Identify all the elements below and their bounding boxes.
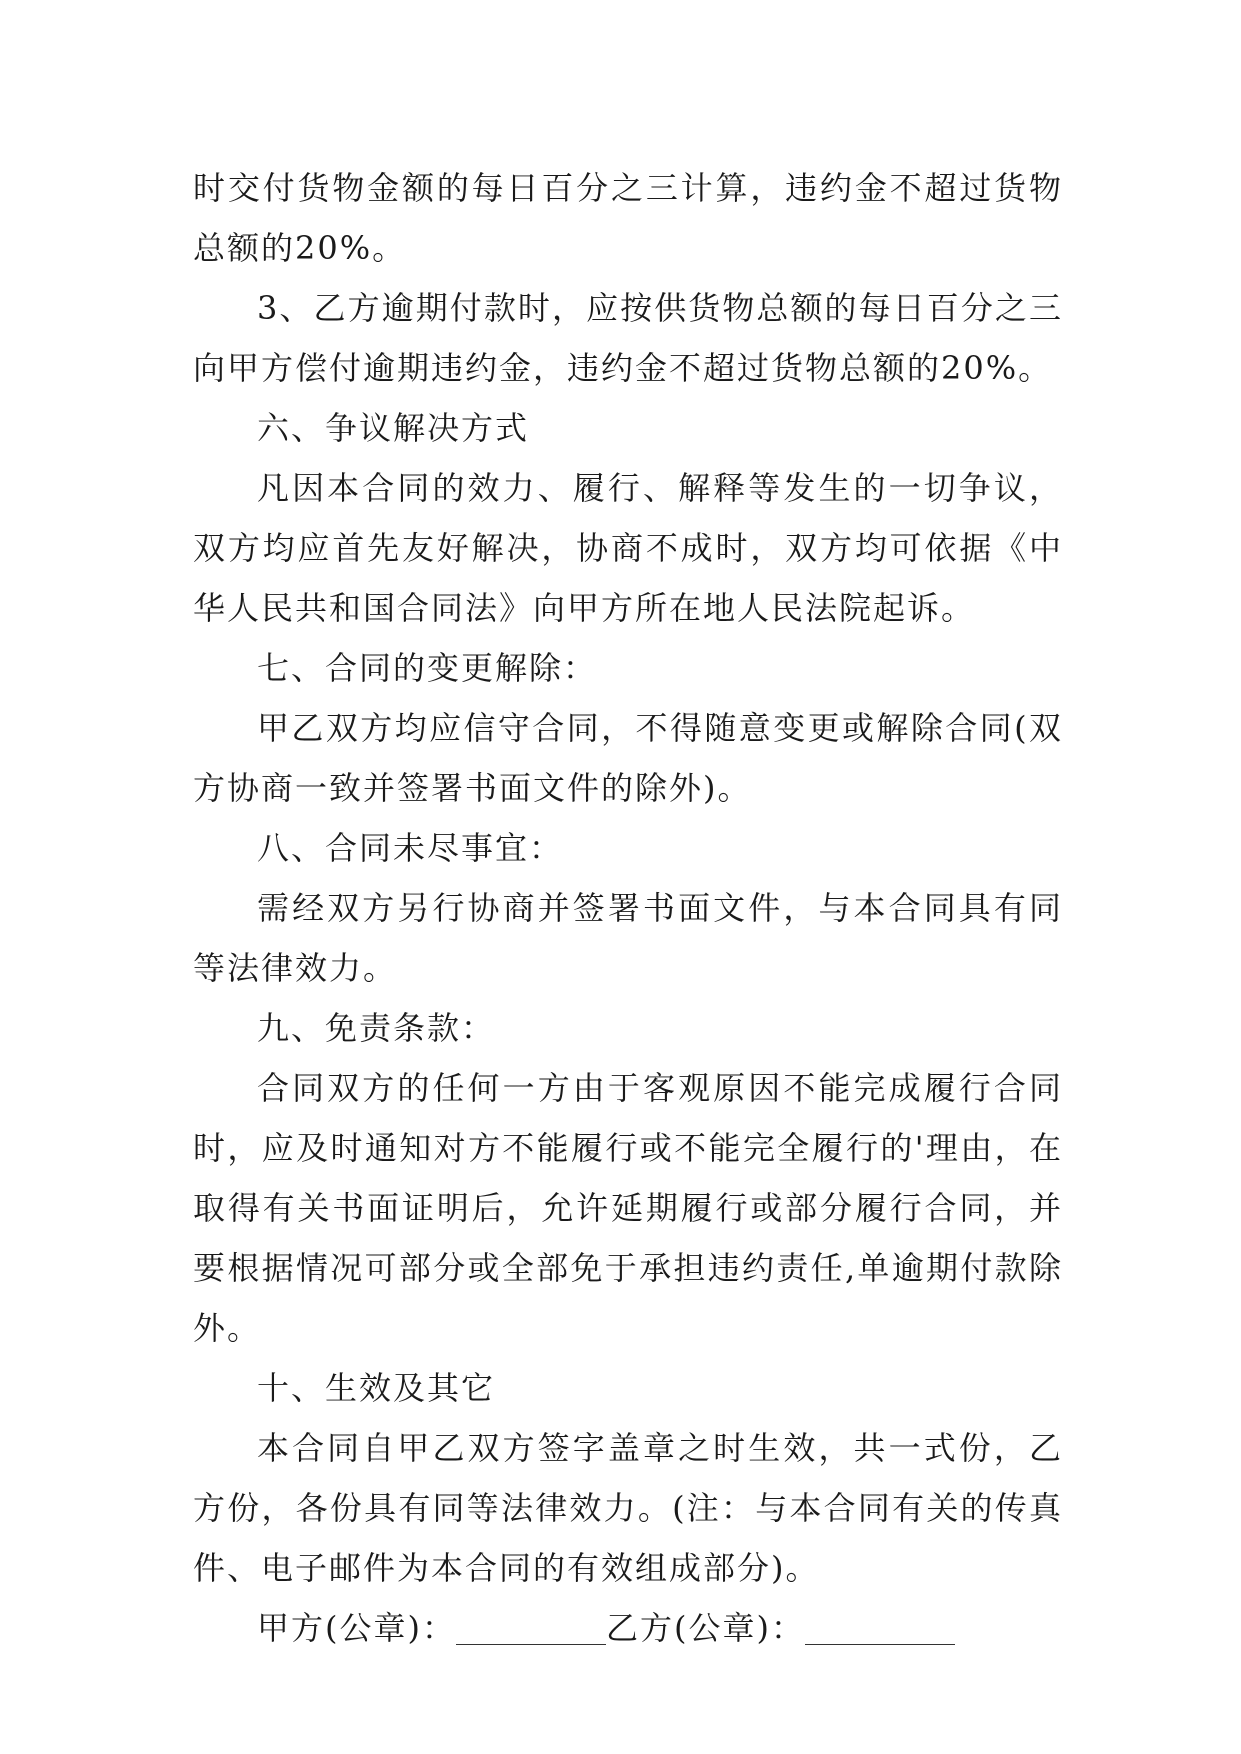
- paragraph: 3、乙方逾期付款时，应按供货物总额的每日百分之三向甲方偿付逾期违约金，违约金不超过货物总额的20%。: [193, 289, 1063, 387]
- signature-line: [193, 1598, 1063, 1658]
- paragraph: 本合同自甲乙双方签字盖章之时生效，共一式份，乙方份，各份具有同等法律效力。(注：与本合同有关的传真件、电子邮件为本合同的有效组成部分)。: [193, 1429, 1063, 1587]
- paragraph: 时交付货物金额的每日百分之三计算，违约金不超过货物总额的20%。: [193, 169, 1063, 267]
- section-heading: 七、合同的变更解除：: [257, 649, 598, 687]
- paragraph: 合同双方的任何一方由于客观原因不能完成履行合同时，应及时通知对方不能履行或不能完全履行的'理由，在取得有关书面证明后，允许延期履行或部分履行合同，并要根据情况可部分或全部免于承担违约责任,单逾期付款除外。: [193, 1069, 1063, 1347]
- party-b-label: 乙方(公章)：: [605, 1609, 805, 1647]
- section-heading: 九、免责条款：: [257, 1009, 496, 1047]
- document-body: [193, 158, 1063, 1658]
- party-a-signature-blank: [456, 1608, 606, 1645]
- paragraph: 需经双方另行协商并签署书面文件，与本合同具有同等法律效力。: [193, 889, 1063, 987]
- paragraph: 甲乙双方均应信守合同，不得随意变更或解除合同(双方协商一致并签署书面文件的除外)。: [193, 709, 1063, 807]
- section-heading: 十、生效及其它: [257, 1369, 496, 1407]
- party-b-signature-blank: [805, 1608, 955, 1645]
- paragraph: 凡因本合同的效力、履行、解释等发生的一切争议，双方均应首先友好解决，协商不成时，双方均可依据《中华人民共和国合同法》向甲方所在地人民法院起诉。: [193, 469, 1063, 627]
- party-a-label: 甲方(公章)：: [257, 1609, 456, 1647]
- section-heading: 六、争议解决方式: [257, 409, 530, 447]
- section-heading: 八、合同未尽事宜：: [257, 829, 564, 867]
